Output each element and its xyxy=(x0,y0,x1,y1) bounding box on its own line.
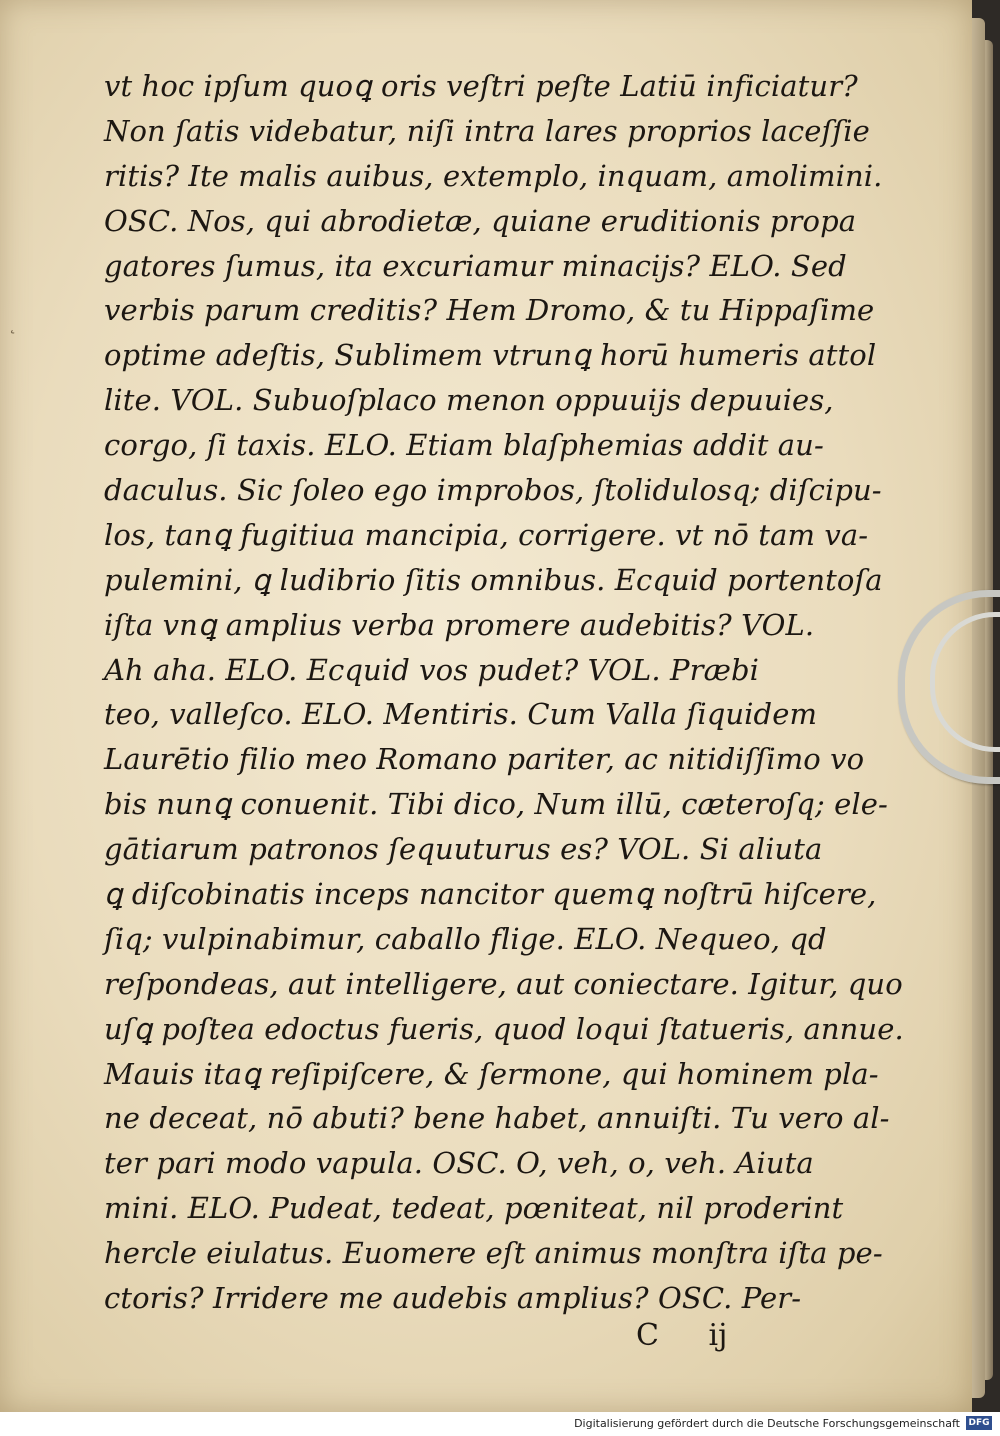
page-text-block xyxy=(104,64,904,1321)
text-line: ctoris? Irridere me audebis amplius? OSC. Per- xyxy=(104,1281,802,1316)
text-line: reſpondeas, aut intelligere, aut coniectare. Igitur, quo xyxy=(104,966,903,1001)
text-line: bis nunꝗ conuenit. Tibi dico, Num illū, cæteroſq; ele- xyxy=(104,787,888,822)
text-line: Ah aha. ELO. Ecquid vos pudet? VOL. Præbi xyxy=(104,652,759,687)
text-line: optime adeſtis, Sublimem vtrunꝗ horū humeris attol xyxy=(104,338,877,373)
text-line: vt hoc ipſum quoꝗ oris veſtri peſte Latiū inficiatur? xyxy=(104,69,858,103)
text-line: Laurētio filio meo Romano pariter, ac nitidiſſimo vo xyxy=(104,742,865,777)
text-line: ter pari modo vapula. OSC. O, veh, o, veh. Aiuta xyxy=(104,1146,814,1181)
text-line: verbis parum creditis? Hem Dromo, & tu Hippaſime xyxy=(104,293,875,328)
margin-mark: ˛ xyxy=(8,314,17,335)
text-line: gātiarum patronos ſequuturus es? VOL. Si aliuta xyxy=(104,832,823,867)
text-line: uſꝗ poſtea edoctus fueris, quod loqui ſtatueris, annue. xyxy=(104,1011,904,1046)
text-line: corgo, ſi taxis. ELO. Etiam blaſphemias addit au- xyxy=(104,428,824,463)
text-line: ꝗ diſcobinatis inceps nancitor quemꝗ noſtrū hiſcere, xyxy=(104,877,877,912)
text-line: ritis? Ite malis auibus, extemplo, inquam, amolimini. xyxy=(104,158,883,193)
dfg-logo-icon: DFG xyxy=(966,1416,992,1430)
text-line: los, tanꝗ fugitiua mancipia, corrigere. vt nō tam va- xyxy=(104,517,869,552)
text-line: ſiq; vulpinabimur, caballo flige. ELO. Nequeo, qd xyxy=(104,921,827,956)
text-line: teo, valleſco. ELO. Mentiris. Cum Valla ſiquidem xyxy=(104,697,818,732)
text-line: gatores ſumus, ita excuriamur minacijs? ELO. Sed xyxy=(104,248,847,283)
text-line: Mauis itaꝗ reſipiſcere, & ſermone, qui hominem pla- xyxy=(104,1056,879,1091)
text-line: iſta vnꝗ amplius verba promere audebitis? VOL. xyxy=(104,607,815,642)
funding-credit: Digitalisierung gefördert durch die Deutsche Forschungsgemeinschaft xyxy=(574,1417,960,1430)
text-line: mini. ELO. Pudeat, tedeat, pœniteat, nil proderint xyxy=(104,1191,844,1226)
text-line: OSC. Nos, qui abrodietæ, quiane eruditionis propa xyxy=(104,203,857,238)
signature-mark: C ij xyxy=(636,1318,728,1353)
text-line: ne deceat, nō abuti? bene habet, annuiſti. Tu vero al- xyxy=(104,1101,890,1136)
text-line: hercle eiulatus. Euomere eſt animus monſtra iſta pe- xyxy=(104,1236,883,1271)
text-line: Non ſatis videbatur, niſi intra lares proprios laceſſie xyxy=(104,113,870,148)
text-line: lite. VOL. Subuoſplaco menon oppuuijs depuuies, xyxy=(104,383,834,418)
text-line: daculus. Sic ſoleo ego improbos, ſtolidulosq; diſcipu- xyxy=(104,473,882,508)
text-line: pulemini, ꝗ ludibrio ſitis omnibus. Ecquid portentoſa xyxy=(104,562,883,597)
